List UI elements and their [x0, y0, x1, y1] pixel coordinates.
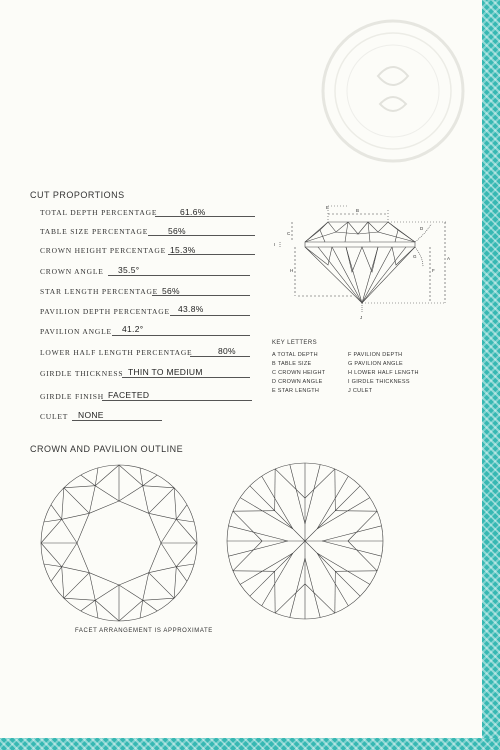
guilloche-border-bottom	[0, 738, 500, 750]
key-item: D CROWN ANGLE	[272, 379, 323, 385]
row-value: THIN TO MEDIUM	[128, 367, 203, 377]
row-label: LOWER HALF LENGTH PERCENTAGE	[40, 348, 193, 357]
row-label: GIRDLE FINISH	[40, 392, 104, 401]
row-underline	[152, 295, 250, 296]
diagram-letter-f: F	[432, 268, 435, 273]
diagram-letter-c: C	[287, 231, 291, 236]
crown-outline-diagram	[38, 462, 200, 624]
row-underline	[155, 216, 255, 217]
diagram-letter-d: D	[420, 226, 424, 231]
row-total-depth	[40, 207, 206, 217]
row-underline	[168, 254, 255, 255]
row-girdle-finish	[40, 390, 150, 401]
row-value: FACETED	[108, 390, 150, 400]
row-star-length	[40, 286, 180, 296]
key-item: H LOWER HALF LENGTH	[348, 370, 419, 376]
row-underline	[108, 275, 250, 276]
row-value: 61.6%	[180, 207, 206, 217]
row-table-size	[40, 226, 186, 236]
diagram-letter-a: A	[447, 256, 451, 261]
row-crown-height	[40, 245, 196, 255]
key-item: J CULET	[348, 388, 373, 394]
row-label: CULET	[40, 412, 69, 421]
row-label: TOTAL DEPTH PERCENTAGE	[40, 208, 158, 217]
diagram-letter-b: B	[356, 208, 360, 213]
row-underline	[190, 356, 250, 357]
diagram-letter-g: G	[413, 254, 417, 259]
pavilion-outline-diagram	[224, 460, 386, 622]
row-value: 41.2°	[122, 324, 144, 334]
row-value: 15.3%	[170, 245, 196, 255]
diamond-profile-diagram	[270, 200, 460, 325]
row-underline	[112, 335, 250, 336]
facet-caption: FACET ARRANGEMENT IS APPROXIMATE	[75, 628, 213, 634]
row-value: 56%	[162, 286, 180, 296]
diagram-letter-e: E	[326, 205, 330, 210]
row-value: 35.5°	[118, 265, 140, 275]
key-item: F PAVILION DEPTH	[348, 352, 403, 358]
row-label: TABLE SIZE PERCENTAGE	[40, 227, 149, 236]
row-value: 56%	[168, 226, 186, 236]
row-underline	[148, 235, 255, 236]
key-item: I GIRDLE THICKNESS	[348, 379, 410, 385]
row-underline	[122, 377, 250, 378]
cut-proportions-title: CUT PROPORTIONS	[30, 190, 125, 200]
row-crown-angle	[40, 265, 140, 276]
key-item: B TABLE SIZE	[272, 361, 312, 367]
row-value: 80%	[218, 346, 236, 356]
row-lower-half	[40, 346, 236, 357]
row-girdle-thickness	[40, 367, 203, 378]
diagram-letter-i: I	[274, 242, 276, 247]
row-label: STAR LENGTH PERCENTAGE	[40, 287, 159, 296]
row-label: PAVILION ANGLE	[40, 327, 112, 336]
row-label: CROWN HEIGHT PERCENTAGE	[40, 246, 166, 255]
row-value: 43.8%	[178, 304, 204, 314]
embossed-seal-icon	[318, 16, 468, 166]
row-label: CROWN ANGLE	[40, 267, 104, 276]
key-item: A TOTAL DEPTH	[272, 352, 318, 358]
row-culet	[40, 410, 104, 421]
row-underline	[170, 315, 250, 316]
crown-pavilion-outline-title: CROWN AND PAVILION OUTLINE	[30, 444, 184, 454]
row-label: GIRDLE THICKNESS	[40, 369, 124, 378]
row-underline	[102, 400, 252, 401]
key-letters-title: KEY LETTERS	[272, 340, 317, 346]
guilloche-border-right	[482, 0, 500, 738]
row-value: NONE	[78, 410, 104, 420]
key-item: G PAVILION ANGLE	[348, 361, 404, 367]
row-underline	[72, 420, 162, 421]
diagram-letter-h: H	[290, 268, 294, 273]
key-item: C CROWN HEIGHT	[272, 370, 326, 376]
diagram-letter-j: J	[360, 315, 363, 320]
key-item: E STAR LENGTH	[272, 388, 320, 394]
row-pavilion-angle	[40, 324, 144, 336]
row-label: PAVILION DEPTH PERCENTAGE	[40, 307, 170, 316]
row-pavilion-depth	[40, 304, 204, 316]
